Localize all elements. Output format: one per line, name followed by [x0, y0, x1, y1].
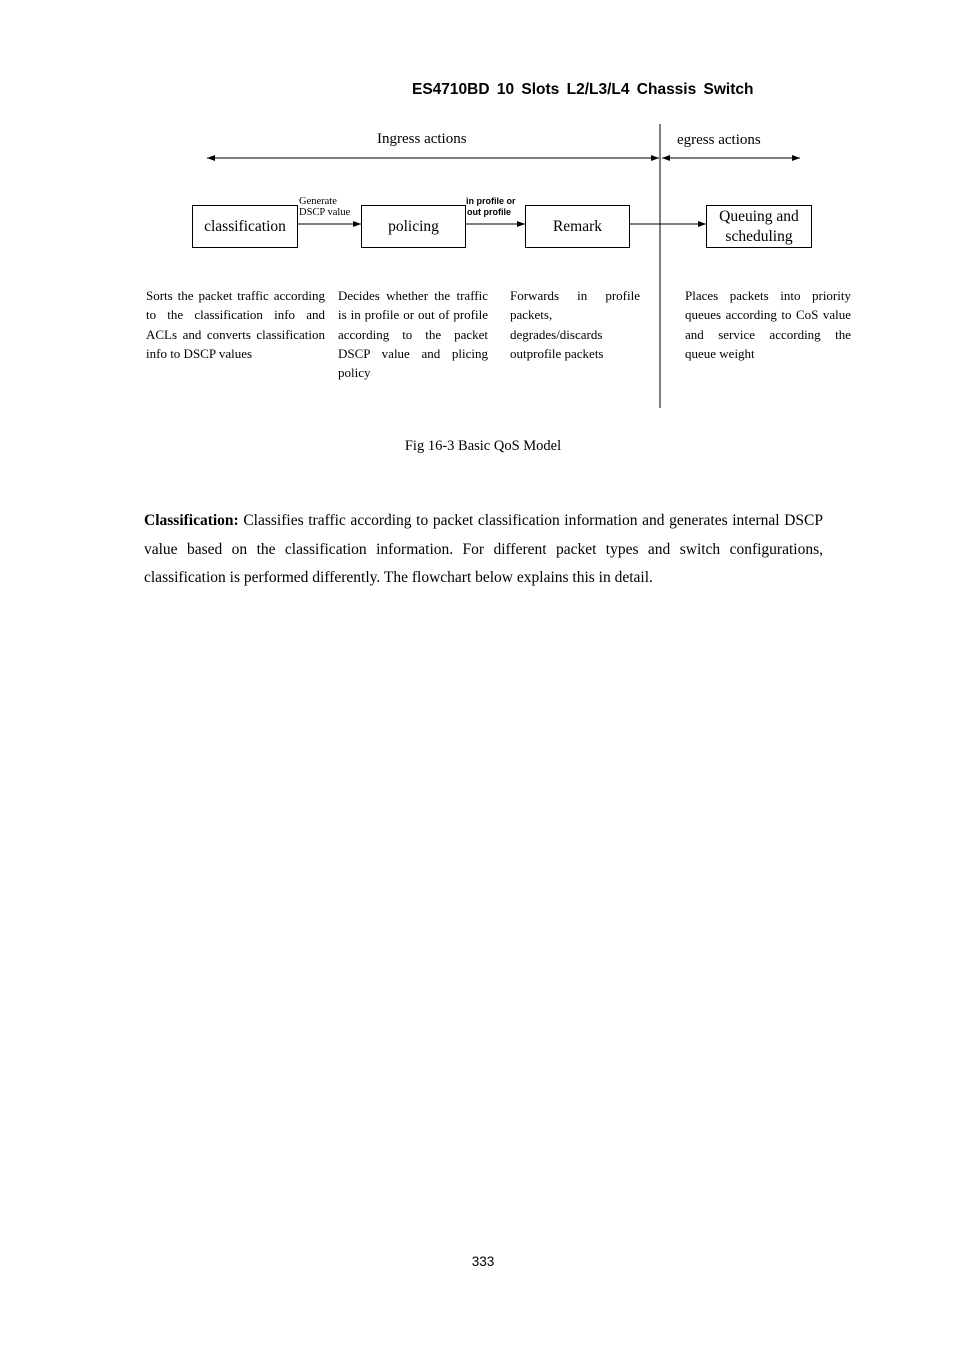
page-number: 333 [471, 1254, 495, 1269]
policing-description: Decides whether the traffic is in profile or out of profile according to the packet DSCP value and plicing policy [338, 288, 488, 381]
ingress-actions-label: Ingress actions [377, 131, 467, 147]
classification-box: classification [192, 205, 298, 248]
remark-box: Remark [525, 205, 630, 248]
profile-label-line2: out profile [467, 207, 511, 217]
generate-label-line2: DSCP value [299, 207, 351, 218]
policing-box: policing [361, 205, 466, 248]
egress-actions-label: egress actions [677, 132, 761, 148]
classification-term: Classification: [144, 512, 239, 529]
profile-label-line1: in profile or [466, 196, 516, 206]
classification-description: Sorts the packet traffic according to the classification info and ACLs and converts classification info to DSCP values [146, 288, 325, 361]
remark-description: Forwards in profile packets, degrades/discards outprofile packets [510, 288, 640, 361]
queuing-description: Places packets into priority queues according to CoS value and service according the queue weight [685, 288, 851, 361]
page-header: ES4710BD 10 Slots L2/L3/L4 Chassis Switch [412, 81, 754, 98]
classification-text: Classifies traffic according to packet classification information and generates internal DSCP value based on the classification information. For different packet types and switch configurations, classification is performed differently. The flowchart below explains this in detail. [144, 512, 823, 586]
figure-caption: Fig 16-3 Basic QoS Model [404, 438, 562, 454]
classification-paragraph [144, 507, 823, 593]
generate-label-line1: Generate [299, 196, 337, 207]
queuing-box: Queuing and scheduling [706, 205, 812, 248]
